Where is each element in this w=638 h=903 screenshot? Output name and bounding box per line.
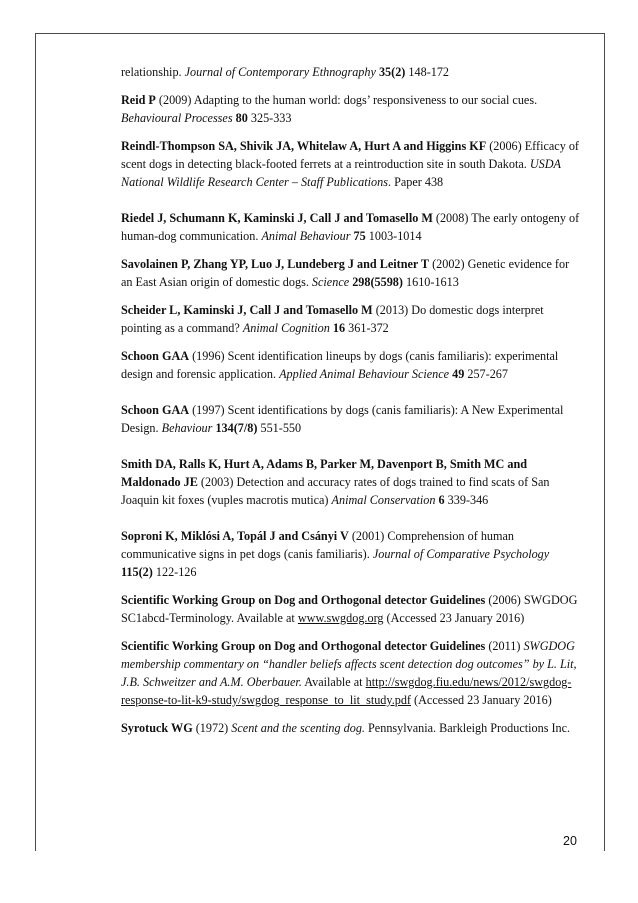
reference-text: 1610-1613	[402, 275, 459, 289]
reference-entry	[121, 591, 581, 627]
reference-entry	[121, 455, 581, 509]
reference-italic-text: Behaviour	[161, 421, 213, 435]
reference-entry	[121, 347, 581, 383]
reference-italic-text: Animal Cognition	[242, 321, 330, 335]
page-border-left	[35, 33, 36, 851]
reference-italic-text: SWGDOG membership commentary on “handler beliefs affects scent detection dog outcomes” by L. Lit, J.B. Schweitzer and A.M. Oberbauer.	[121, 639, 577, 689]
reference-text: (1996) Scent identification lineups by dogs (canis familiaris): experimental design and forensic application.	[121, 349, 559, 381]
reference-authors: 115(2)	[121, 565, 153, 579]
reference-authors: Schoon GAA	[121, 403, 190, 417]
reference-italic-text: Animal Behaviour	[261, 229, 351, 243]
reference-entry	[121, 301, 581, 337]
reference-text: 325-333	[247, 111, 292, 125]
reference-authors: Reid P	[121, 93, 156, 107]
reference-text: (2006) Efficacy of scent dogs in detecting black-footed ferrets at a reintroduction site in south Dakota.	[121, 139, 579, 171]
reference-authors: Syrotuck WG	[121, 721, 193, 735]
reference-italic-text: Behavioural Processes	[121, 111, 233, 125]
reference-italic-text: Journal of Contemporary Ethnography	[184, 65, 376, 79]
reference-italic-text: USDA National Wildlife Research Center – Staff Publications	[121, 157, 561, 189]
reference-link[interactable]: www.swgdog.org	[297, 611, 384, 625]
reference-text: (Accessed 23 January 2016)	[383, 611, 525, 625]
reference-text: 122-126	[152, 565, 197, 579]
reference-entry	[121, 91, 581, 127]
reference-authors: Scientific Working Group on Dog and Orthogonal detector Guidelines	[121, 593, 486, 607]
reference-list	[121, 63, 581, 747]
reference-text: (2001) Comprehension of human communicative signs in pet dogs (canis familiaris).	[121, 529, 514, 561]
reference-authors: Soproni K, Miklósi A, Topál J and Csányi V	[121, 529, 349, 543]
reference-text: (2003) Detection and accuracy rates of dogs trained to find scats of San Joaquin kit foxes (vuples macrotis mutica)	[121, 475, 550, 507]
reference-authors: Scientific Working Group on Dog and Orthogonal detector Guidelines	[121, 639, 486, 653]
reference-entry	[121, 63, 581, 81]
reference-authors: 80	[235, 111, 248, 125]
reference-authors: Smith DA, Ralls K, Hurt A, Adams B, Parker M, Davenport B, Smith MC and Maldonado JE	[121, 457, 528, 489]
reference-entry	[121, 637, 581, 709]
reference-authors: Scheider L, Kaminski J, Call J and Tomasello M	[121, 303, 373, 317]
reference-authors: Riedel J, Schumann K, Kaminski J, Call J and Tomasello M	[121, 211, 433, 225]
reference-text: 1003-1014	[365, 229, 422, 243]
reference-text: 361-372	[345, 321, 389, 335]
reference-entry	[121, 527, 581, 581]
reference-text: (2002) Genetic evidence for an East Asian origin of domestic dogs.	[121, 257, 570, 289]
reference-authors: Savolainen P, Zhang YP, Luo J, Lundeberg J and Leitner T	[121, 257, 430, 271]
reference-text: (2013) Do domestic dogs interpret pointing as a command?	[121, 303, 544, 335]
reference-authors: Reindl-Thompson SA, Shivik JA, Whitelaw A, Hurt A and Higgins KF	[121, 139, 487, 153]
reference-link[interactable]: http://swgdog.fiu.edu/news/2012/swgdog-response-to-lit-k9-study/swgdog_response_to_lit_study.pdf	[121, 675, 572, 707]
reference-authors: 49	[452, 367, 465, 381]
reference-authors: 16	[332, 321, 346, 335]
reference-text: (2008) The early ontogeny of human-dog communication.	[121, 211, 580, 243]
reference-text: 257-267	[464, 367, 508, 381]
reference-text: (2006) SWGDOG SC1abcd-Terminology. Available at	[121, 593, 578, 625]
reference-italic-text: Applied Animal Behaviour Science	[279, 367, 450, 381]
reference-entry	[121, 137, 581, 191]
reference-text: (Accessed 23 January 2016)	[411, 693, 552, 707]
reference-text: . Paper 438	[387, 175, 444, 189]
reference-text: Available at	[301, 675, 366, 689]
reference-text: (1997) Scent identifications by dogs (canis familiaris): A New Experimental Design.	[121, 403, 564, 435]
page-border-right	[604, 33, 605, 851]
page-border-top	[35, 33, 605, 34]
reference-text: (1972)	[192, 721, 232, 735]
reference-authors: 6	[438, 493, 445, 507]
reference-authors: 35(2)	[378, 65, 406, 79]
reference-entry	[121, 401, 581, 437]
reference-authors: 75	[353, 229, 366, 243]
page-number: 20	[563, 834, 577, 848]
reference-entry	[121, 209, 581, 245]
reference-italic-text: Animal Conservation	[331, 493, 436, 507]
reference-text: 339-346	[444, 493, 489, 507]
reference-italic-text: Journal of Comparative Psychology	[372, 547, 550, 561]
reference-entry	[121, 719, 581, 737]
reference-authors: Schoon GAA	[121, 349, 190, 363]
reference-text: relationship.	[121, 65, 185, 79]
reference-entry	[121, 255, 581, 291]
reference-authors: 298(5598)	[352, 275, 403, 289]
reference-text: (2009) Adapting to the human world: dogs’ responsiveness to our social cues.	[155, 93, 538, 107]
reference-text: 551-550	[257, 421, 302, 435]
reference-italic-text: Scent and the scenting dog.	[231, 721, 365, 735]
reference-text: 148-172	[405, 65, 450, 79]
reference-italic-text: Science	[311, 275, 350, 289]
reference-authors: 134(7/8)	[215, 421, 258, 435]
reference-text: (2011)	[485, 639, 524, 653]
reference-text: Pennsylvania. Barkleigh Productions Inc.	[364, 721, 571, 735]
